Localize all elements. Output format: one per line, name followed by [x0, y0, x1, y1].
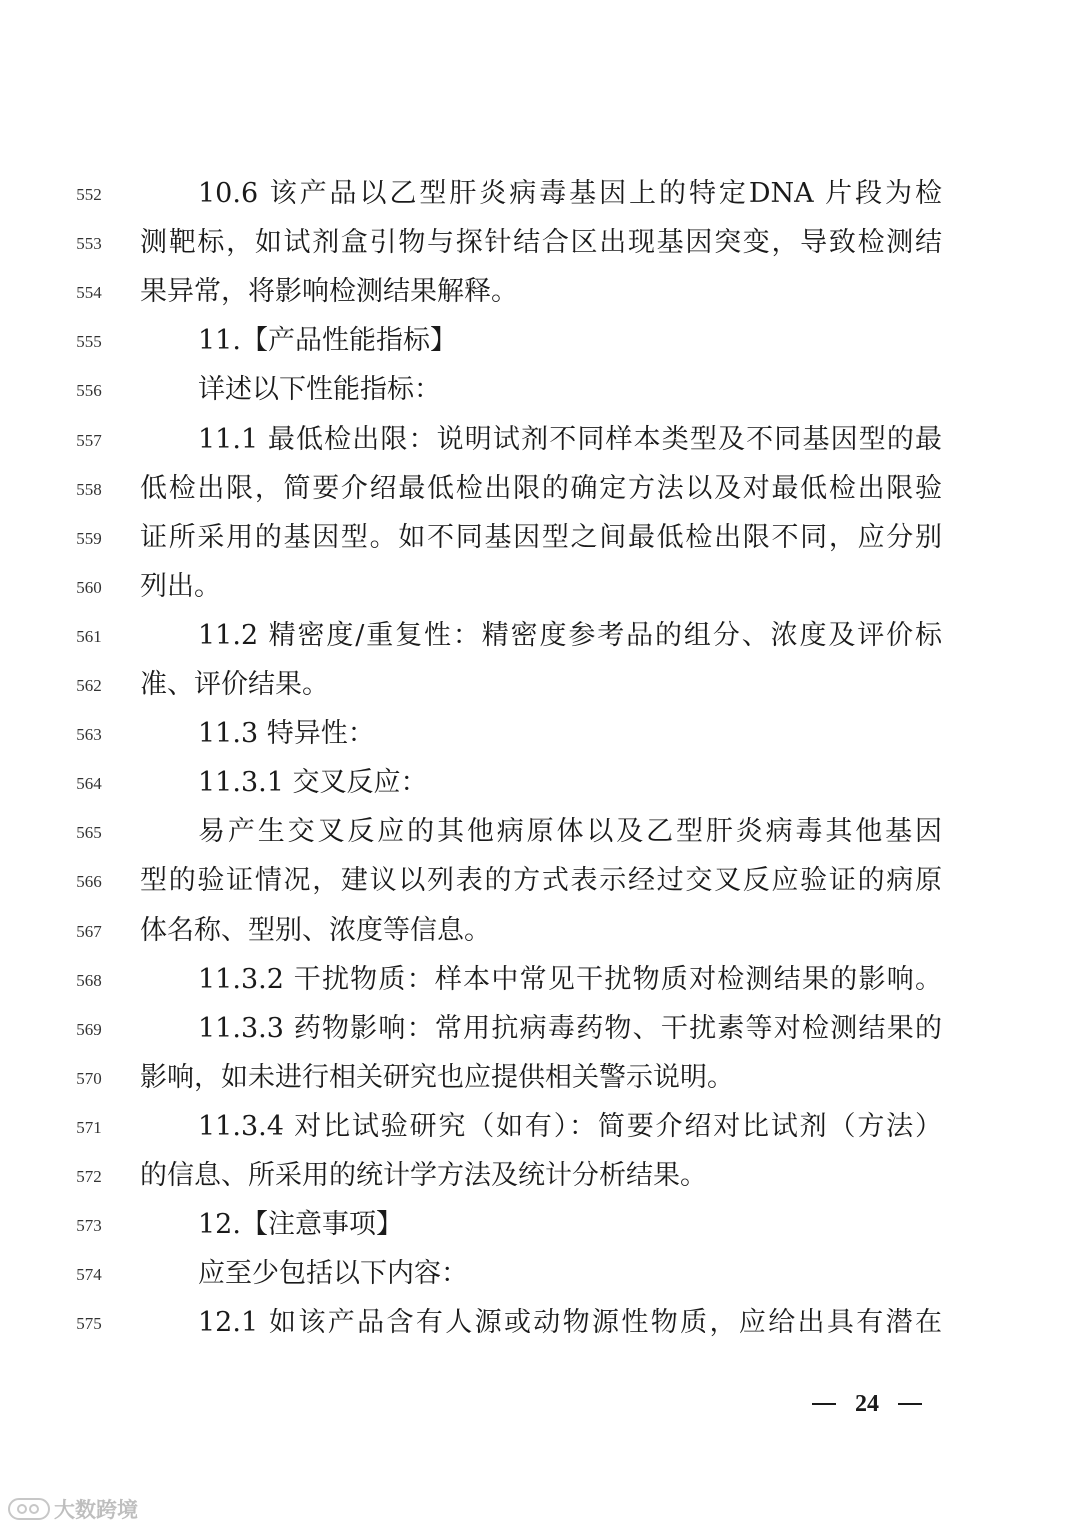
line-text: 型的验证情况，建议以列表的方式表示经过交叉反应验证的病原 [140, 865, 942, 897]
line-number: 558 [76, 479, 102, 499]
line-number: 554 [76, 283, 102, 303]
line-number: 553 [76, 234, 102, 254]
document-line [0, 810, 1080, 859]
line-text: 11.3.3 药物影响：常用抗病毒药物、干扰素等对检测结果的 [198, 1012, 942, 1044]
document-line [0, 516, 1080, 565]
document-line [0, 663, 1080, 712]
document-line [0, 368, 1080, 417]
line-number: 567 [76, 921, 102, 941]
line-text: 应至少包括以下内容： [198, 1258, 468, 1290]
line-number: 573 [76, 1216, 102, 1236]
document-line [0, 1252, 1080, 1301]
line-text: 详述以下性能指标： [198, 374, 441, 406]
watermark-logo-icon [8, 1498, 50, 1520]
document-line [0, 1105, 1080, 1154]
line-number: 574 [76, 1265, 102, 1285]
document-line [0, 418, 1080, 467]
line-number: 566 [76, 872, 102, 892]
document-line [0, 1203, 1080, 1252]
line-text: 低检出限，简要介绍最低检出限的确定方法以及对最低检出限验 [140, 472, 942, 504]
line-number: 563 [76, 725, 102, 745]
line-text: 12.【注意事项】 [198, 1209, 403, 1241]
document-line [0, 467, 1080, 516]
line-text: 证所采用的基因型。如不同基因型之间最低检出限不同，应分别 [140, 521, 942, 553]
line-number: 575 [76, 1314, 102, 1334]
footer-dash-right [898, 1403, 922, 1405]
line-text: 10.6 该产品以乙型肝炎病毒基因上的特定DNA 片段为检 [198, 178, 942, 209]
line-text: 11.3.1 交叉反应： [198, 767, 428, 799]
line-number: 564 [76, 774, 102, 794]
watermark [8, 1494, 138, 1524]
line-number: 557 [76, 430, 102, 450]
document-line [0, 270, 1080, 319]
page-number: 24 [855, 1390, 879, 1417]
line-text: 准、评价结果。 [140, 669, 329, 700]
line-number: 552 [76, 185, 102, 204]
line-number: 556 [76, 381, 102, 401]
document-line [0, 172, 1080, 221]
document-line [0, 909, 1080, 958]
line-text: 12.1 如该产品含有人源或动物源性物质，应给出具有潜在 [198, 1307, 942, 1339]
line-number: 561 [76, 626, 102, 646]
line-text: 列出。 [140, 570, 221, 602]
line-text: 11.3 特异性： [198, 718, 375, 750]
line-number: 565 [76, 823, 102, 843]
line-text: 的信息、所采用的统计学方法及统计分析结果。 [140, 1160, 707, 1191]
watermark-text: 大数跨境 [54, 1498, 138, 1522]
document-line [0, 761, 1080, 810]
document-line [0, 958, 1080, 1007]
line-text: 11.3.2 干扰物质：样本中常见干扰物质对检测结果的影响。 [198, 963, 942, 995]
document-line [0, 1007, 1080, 1056]
line-text: 影响，如未进行相关研究也应提供相关警示说明。 [140, 1061, 734, 1093]
line-number: 569 [76, 1019, 102, 1039]
document-line [0, 319, 1080, 368]
document-line [0, 1056, 1080, 1105]
document-line [0, 614, 1080, 663]
line-number: 570 [76, 1068, 102, 1088]
document-line [0, 1154, 1080, 1203]
line-text: 11.1 最低检出限：说明试剂不同样本类型及不同基因型的最 [198, 423, 942, 455]
line-text: 果异常，将影响检测结果解释。 [140, 276, 518, 308]
line-text: 易产生交叉反应的其他病原体以及乙型肝炎病毒其他基因 [198, 816, 942, 848]
line-number: 568 [76, 970, 102, 990]
document-line [0, 1301, 1080, 1350]
line-number: 559 [76, 528, 102, 548]
document-line [0, 712, 1080, 761]
document-line [0, 859, 1080, 908]
line-text: 11.【产品性能指标】 [198, 325, 457, 357]
line-number: 555 [76, 332, 102, 352]
line-text: 11.3.4 对比试验研究（如有）：简要介绍对比试剂（方法） [198, 1110, 942, 1142]
document-line [0, 221, 1080, 270]
footer-dash-left [812, 1403, 836, 1405]
line-number: 562 [76, 676, 102, 695]
line-number: 572 [76, 1167, 102, 1186]
line-text: 11.2 精密度/重复性：精密度参考品的组分、浓度及评价标 [198, 619, 942, 651]
page-footer [812, 1384, 922, 1424]
line-text: 体名称、型别、浓度等信息。 [140, 914, 491, 946]
document-line [0, 565, 1080, 614]
line-number: 571 [76, 1117, 102, 1137]
line-text: 测靶标，如试剂盒引物与探针结合区出现基因突变，导致检测结 [140, 227, 942, 259]
line-number: 560 [76, 577, 102, 597]
